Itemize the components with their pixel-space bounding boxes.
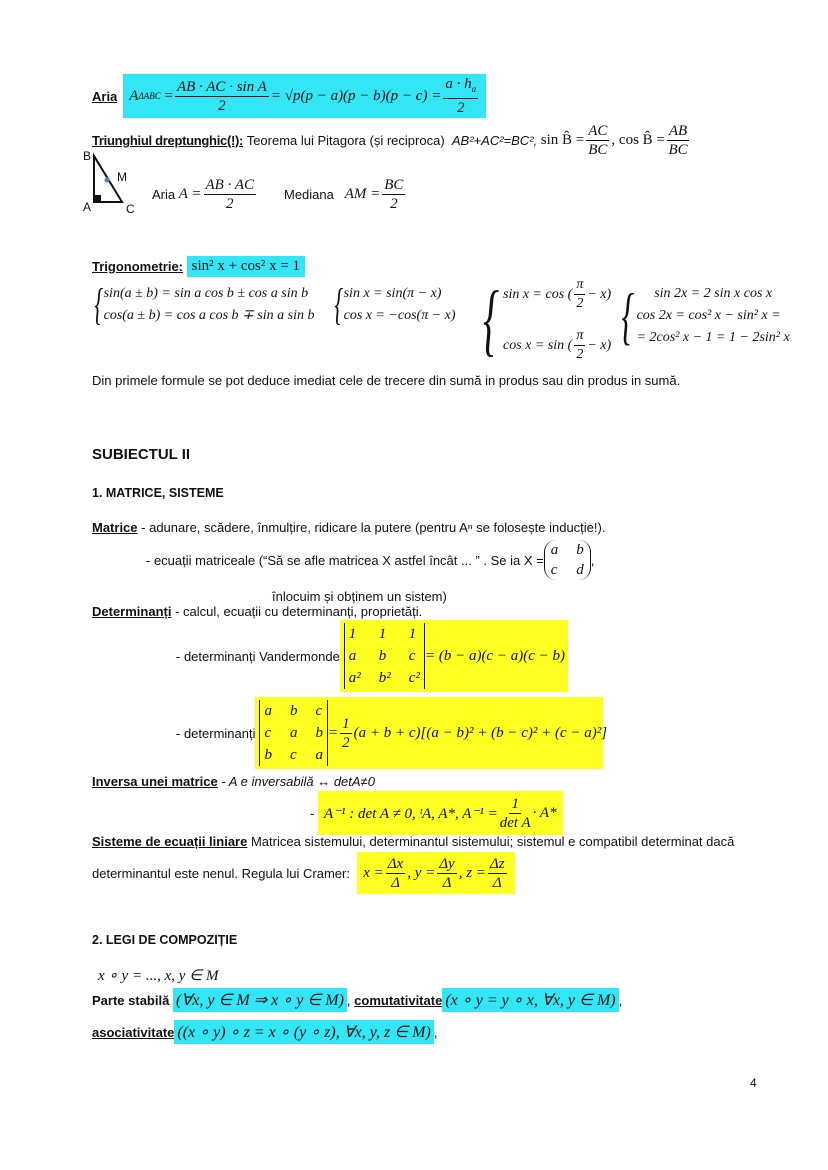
cell: d: [576, 562, 584, 578]
label: Sisteme de ecuații liniare: [92, 834, 248, 849]
inlocuim-text: înlocuim și obținem un sistem): [272, 589, 447, 604]
lhs: sin x = cos: [503, 286, 565, 302]
trig-system-1: { sin(a ± b) = sin a cos b ± cos a sin b cos(a ± b) = cos a cos b ∓ sin a sin b: [94, 280, 315, 329]
matrice-line: [92, 520, 605, 535]
cell: b: [289, 703, 298, 719]
label: comutativitate: [354, 992, 443, 1008]
vandermonde-line: [176, 620, 568, 692]
vertex-b-label: B: [83, 149, 92, 163]
eq: sin 2x = 2 sin x cos x: [654, 286, 773, 301]
cell: b: [576, 542, 584, 558]
trig-title-line: [92, 256, 305, 277]
comma: ,: [618, 992, 623, 1008]
num: π: [574, 327, 585, 346]
circulant-determinant-line: [176, 697, 608, 769]
den: Δ: [492, 874, 502, 891]
trig-identity: sin² x + cos² x = 1: [187, 256, 305, 277]
formula: (∀x, y ∈ M ⇒ x ∘ y ∈ M): [173, 988, 347, 1012]
cos-b-lhs: , cos B̂ =: [611, 132, 665, 148]
pitagora-text: Teorema lui Pitagora (și reciproca): [246, 133, 445, 148]
cell: b²: [378, 670, 391, 686]
cell: 1: [408, 626, 417, 642]
text: determinantul este nenul. Regula lui Cramer:: [92, 865, 350, 881]
label: - determinanți: [176, 725, 256, 741]
cell: a: [289, 725, 298, 741]
cell: c: [408, 648, 416, 664]
trig-system-2: { sin x = sin(π − x) cos x = −cos(π − x): [334, 280, 456, 329]
vertex-a-label: A: [83, 200, 92, 214]
lhs: x =: [363, 864, 384, 881]
eq: = 2cos² x − 1 = 1 − 2sin² x: [636, 330, 790, 345]
num: 1: [342, 715, 350, 732]
text: Matricea sistemului, determinantul sistemului; sistemul e compatibil determinat dacă: [247, 834, 735, 849]
num: a · h: [445, 76, 472, 92]
label: Determinanți: [92, 604, 172, 619]
den: BC: [588, 142, 608, 158]
cell: a²: [348, 670, 361, 686]
num: Δx: [387, 855, 404, 872]
section-1-title: 1. MATRICE, SISTEME: [92, 486, 224, 500]
rhs: (a + b + c)[(a − b)² + (b − c)² + (c − a)²]: [353, 724, 608, 741]
vandermonde-highlight: [340, 620, 568, 692]
area-formula-highlight: A ΔABC = $\frac{\text{AB · AC · sin A}}{2}$ = √p(p − a)(p − b)(p − c) = $\frac{a \cdot h_a}{2}$: [123, 74, 486, 118]
cramer-line: [92, 852, 515, 894]
num: Δz: [489, 855, 505, 872]
cell: c: [315, 703, 323, 719]
rhs: = (b − a)(c − a)(c − b): [424, 647, 565, 664]
trig-title: Trigonometrie:: [92, 259, 184, 274]
height-fraction: [443, 75, 478, 117]
trig-note: Din primele formule se pot deduce imediat cele de trecere din sumă in produs sau din produs in sumă.: [92, 373, 681, 388]
cell: a: [550, 542, 559, 558]
stable-commutative-line: [92, 988, 622, 1012]
aria-label: Aria: [92, 88, 118, 104]
cell: b: [378, 648, 387, 664]
page-number: 4: [750, 1076, 757, 1090]
text: - A e inversabilă ↔ detA≠0: [217, 774, 375, 789]
eq: sin(a ± b) = sin a cos b ± cos a sin b: [103, 286, 309, 301]
num: AB: [668, 123, 688, 139]
num: AC: [588, 123, 608, 139]
point-m-label: M: [117, 170, 127, 184]
associative-line: [92, 1020, 437, 1044]
den: BC: [668, 142, 688, 158]
comma: ,: [346, 992, 351, 1008]
rhs: − x: [587, 337, 607, 353]
area-fraction: [175, 78, 269, 115]
num: AB · AC · sin A: [176, 78, 267, 95]
lhs: , z =: [458, 864, 486, 881]
num: 1: [511, 795, 519, 812]
cramer-highlight: [357, 852, 514, 894]
vertex-c-label: C: [126, 202, 135, 216]
cell: c²: [408, 670, 420, 686]
comma: ,: [590, 552, 595, 568]
eq: cos x = −cos(π − x): [343, 308, 456, 323]
cell: a: [348, 648, 357, 664]
eq: cos 2x = cos² x − sin² x =: [636, 308, 781, 323]
cell: b: [315, 725, 323, 741]
cell: 1: [378, 626, 387, 642]
den: 2: [576, 296, 584, 311]
text: - ecuații matriceale (“Să se afle matricea X astfel încât ... ” . Se ia X =: [146, 552, 544, 568]
label: Inversa unei matrice: [92, 774, 218, 789]
eq: sin x = sin(π − x): [343, 286, 442, 301]
formula: A⁻¹ : det A ≠ 0, ᵗA, A*, A⁻¹ =: [323, 805, 498, 822]
tail: · A*: [532, 804, 557, 821]
area-sub: ΔABC: [138, 91, 161, 101]
matrix-equations-line: [146, 540, 594, 580]
inverse-line: [92, 774, 375, 789]
cell: c: [264, 725, 272, 741]
den: 2: [218, 97, 226, 114]
formula: (x ∘ y = y ∘ x, ∀x, y ∈ M): [442, 988, 618, 1012]
lhs: cos x = sin: [503, 337, 565, 353]
pitagora-formula: AB²+AC²=BC²,: [451, 133, 538, 148]
eq: cos(a ± b) = cos a cos b ∓ sin a sin b: [103, 308, 315, 323]
section-2-title: 2. LEGI DE COMPOZIȚIE: [92, 933, 238, 947]
den: 2: [390, 196, 398, 212]
rhs: − x: [587, 286, 607, 302]
den: Δ: [442, 874, 452, 891]
den: det A: [499, 814, 531, 831]
formula: ((x ∘ y) ∘ z = x ∘ (y ∘ z), ∀x, y, z ∈ M): [174, 1020, 433, 1044]
right-triangle-line: [92, 122, 691, 159]
cell: b: [264, 747, 272, 763]
trig-system-4: { sin 2x = 2 sin x cos x cos 2x = cos² x − sin² x = = 2cos² x − 1 = 1 − 2sin² x: [621, 280, 790, 351]
mediana-label: Mediana: [284, 187, 334, 202]
den: 2: [226, 196, 234, 212]
num: BC: [384, 177, 404, 193]
trig-system-3: { sin x = cos ( $\frac{\pi}{2}$ − x ) cos x = sin ( $\frac{\pi}{2}$ − x ): [483, 276, 612, 364]
label: Parte stabilă: [92, 992, 170, 1008]
num: Δy: [439, 855, 455, 872]
triangle-area-line: [92, 74, 486, 118]
cell: c: [550, 562, 558, 578]
subject-title: SUBIECTUL II: [92, 446, 191, 463]
lhs: AM =: [344, 186, 381, 202]
eq: =: [327, 724, 339, 741]
label: - determinanți Vandermonde: [176, 648, 340, 664]
matrix-x: [544, 540, 591, 580]
area-lhs: A: [129, 87, 139, 104]
den: 2: [576, 347, 584, 362]
circulant-highlight: [255, 697, 608, 769]
inverse-formula-line: [310, 791, 563, 835]
label: Aria: [152, 187, 176, 202]
systems-line: [92, 834, 734, 849]
cell: 1: [348, 626, 357, 642]
den: 2: [342, 734, 350, 751]
den: 2: [456, 100, 465, 116]
inverse-highlight: [318, 791, 563, 835]
lhs: A =: [178, 186, 202, 202]
right-triangle-title: Triunghiul dreptunghic(!):: [92, 133, 244, 148]
determinanti-line: [92, 604, 422, 619]
lhs: , y =: [407, 864, 436, 881]
num: AB · AC: [205, 177, 254, 193]
comma: ,: [433, 1024, 438, 1040]
sub: a: [471, 84, 477, 94]
matrice-label: Matrice: [92, 520, 138, 535]
cell: a: [315, 747, 323, 763]
num: π: [574, 276, 585, 295]
heron-formula: = √p(p − a)(p − b)(p − c) =: [270, 87, 442, 104]
law-definition: x ∘ y = ..., x, y ∈ M: [98, 968, 219, 984]
cell: c: [289, 747, 297, 763]
label: asociativitate: [92, 1024, 175, 1040]
right-triangle-area: [152, 176, 407, 213]
den: Δ: [391, 874, 400, 891]
sin-b-lhs: sin B̂ =: [540, 132, 585, 148]
dash: -: [310, 805, 315, 821]
matrice-text: - adunare, scădere, înmulțire, ridicare la putere (pentru Aⁿ se folosește inducție!).: [137, 520, 606, 535]
cell: a: [264, 703, 272, 719]
text: - calcul, ecuații cu determinanți, proprietăți.: [171, 604, 423, 619]
